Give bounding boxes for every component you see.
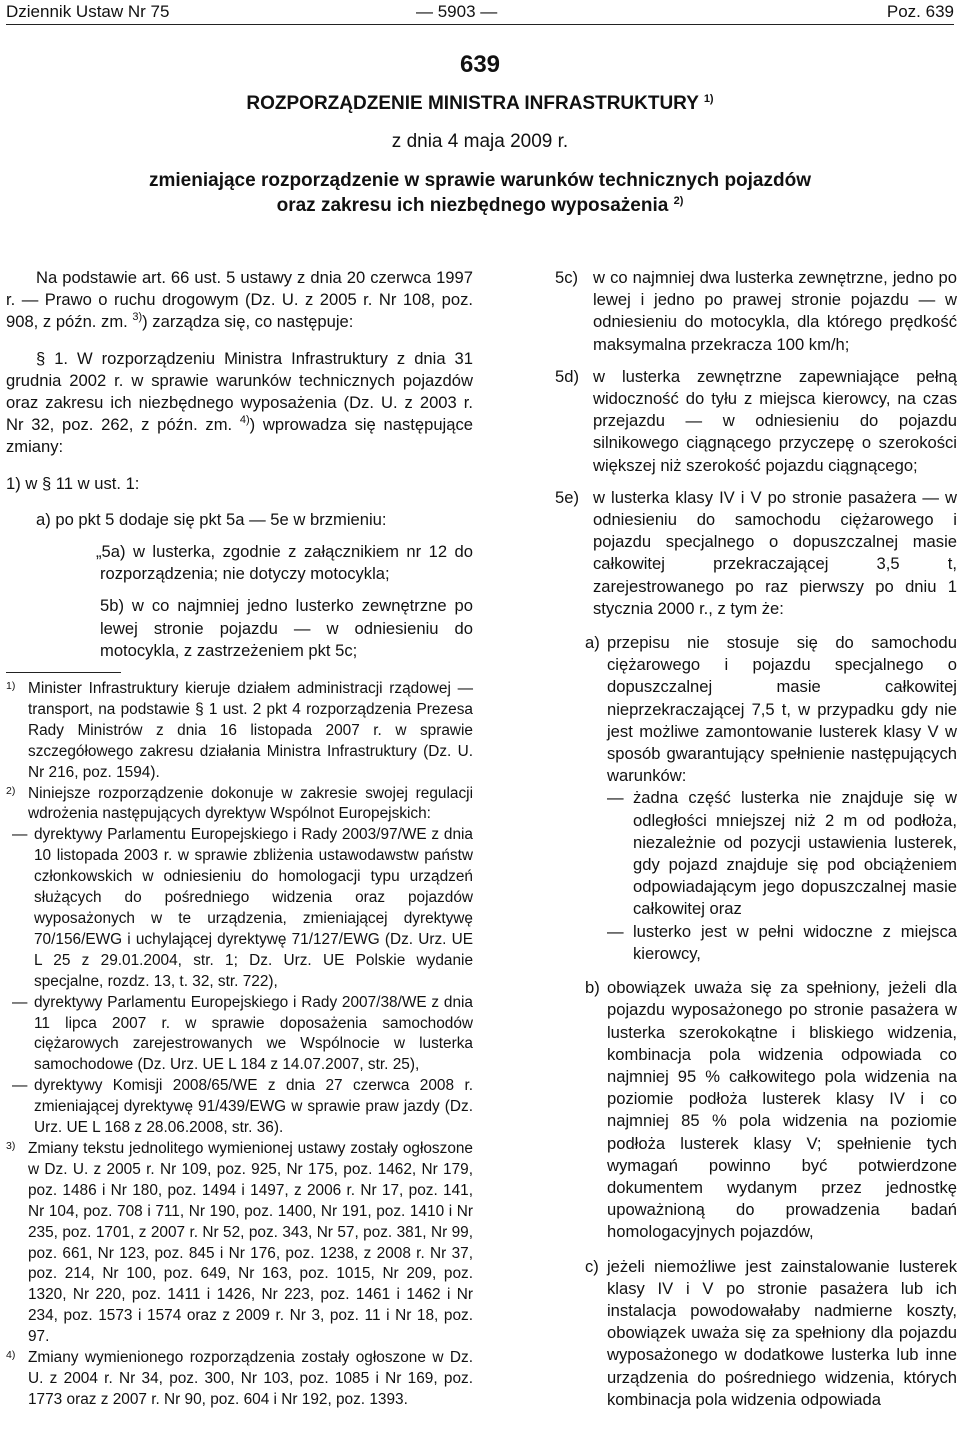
act-subject-line: zmieniające rozporządzenie w sprawie warunków technicznych pojazdów (149, 170, 811, 191)
header-rule (6, 24, 954, 25)
subpoint-a (555, 632, 957, 787)
dash-text: lusterko jest w pełni widoczne z miejsca kierowcy, (633, 921, 957, 963)
subpoint-text: jeżeli niemożliwe jest zainstalowanie lusterek klasy IV i V po stronie pasażera lub ich instalacja powodowałaby nadmierne koszty, obowiązek uważa się za spełniony dla pojazdu wyposażonego w dodatkowe lusterka lub inne urządzenia do pośredniego widzenia, których kombinacja pola widzenia odpowiada (607, 1256, 957, 1409)
footnote-marker: 2) (6, 784, 16, 797)
footnote-1 (6, 679, 473, 784)
section-1 (6, 348, 473, 459)
footnote-ref: 1) (703, 93, 714, 105)
point-5b: 5b) w co najmniej jedno lusterko zewnętrzne po lewej stronie pojazdu — w odniesieniu do motocykla, z zastrzeżeniem pkt 5c; (100, 596, 473, 660)
preamble-text-end: ) zarządza się, co następuje: (142, 312, 354, 332)
point-5e (555, 487, 957, 620)
subpoint-label: b) (585, 978, 600, 998)
point-5c (555, 267, 957, 356)
point-text: w lusterka klasy IV i V po stronie pasażera — w odniesieniu do samochodu ciężarowego i pojazdu specjalnego o dopuszczalnej masie całkowitej przekraczającej 3,5 t, zarejestrowanego po raz pierwszy po dniu 1 stycznia 2000 r., z tym że: (593, 487, 957, 618)
dash-mark: — (607, 788, 624, 808)
point-label: 5c) (555, 268, 579, 287)
subpoint-a-dash (555, 921, 957, 965)
footnote-ref: 3) (132, 311, 143, 324)
dash-text: żadna część lusterka nie znajduje się w odległości mniejszej niż 2 m od podłoża, niezależnie od pozycji ustawienia lusterek, gdy pojazd znajduje się pod obciążeniem odpowiadającym jego dopuszczalnej masie całkowitej oraz (633, 788, 957, 919)
item-a: a) po pkt 5 dodaje się pkt 5a — 5e w brzmieniu: (36, 509, 387, 529)
subpoint-label: c) (585, 1256, 599, 1276)
page-header (6, 0, 954, 26)
act-title-text: ROZPORZĄDZENIE MINISTRA INFRASTRUKTURY (246, 93, 699, 114)
act-heading (0, 50, 960, 218)
dash-mark: — (12, 1077, 28, 1095)
footnote-text: Zmiany wymienionego rozporządzenia zostały ogłoszone w Dz. U. z 2004 r. Nr 34, poz. 300, Nr 103, poz. 1085 i Nr 169, poz. 1773 oraz z 2007 r. Nr 90, poz. 604 i Nr 192, poz. 1393. (28, 1349, 473, 1408)
footnote-4 (6, 1348, 473, 1411)
preamble (6, 267, 473, 334)
footnote-marker: 1) (6, 680, 16, 693)
footnote-marker: 4) (6, 1349, 16, 1362)
subpoint-label: a) (585, 633, 600, 653)
footnote-2-dash (6, 825, 473, 992)
left-column (6, 267, 473, 1411)
point-5a: „5a) w lusterka, zgodnie z załącznikiem nr 12 do rozporządzenia; nie dotyczy motocykla; (96, 542, 473, 584)
point-label: 5e) (555, 487, 579, 507)
footnote-marker: 3) (6, 1139, 16, 1152)
section-1-text: § 1. W rozporządzeniu Ministra Infrastruktury z dnia 31 grudnia 2002 r. w sprawie warunków technicznych pojazdów oraz zakresu ich niezbędnego wyposażenia (Dz. U. z 2003 r. Nr 32, poz. 262, z późn. zm. (6, 348, 473, 435)
footnote-text: dyrektywy Komisji 2008/65/WE z dnia 27 czerwca 2008 r. zmieniającej dyrektywę 91/439/EWG w sprawie praw jazdy (Dz. Urz. UE L 168 z 28.06.2008, str. 36). (34, 1077, 473, 1137)
act-subject-text: oraz zakresu ich niezbędnego wyposażenia (276, 195, 669, 216)
dash-mark: — (12, 993, 28, 1011)
act-date: z dnia 4 maja 2009 r. (391, 131, 569, 152)
page-number: — 5903 — (416, 2, 498, 21)
point-text: w co najmniej dwa lusterka zewnętrzne, jedno po lewej i jedno po prawej stronie pojazdu — w odniesieniu do motocykla, dla którego prędkość maksymalna przekracza 100 km/h; (593, 268, 957, 354)
dash-mark: — (12, 826, 28, 844)
footnote-3 (6, 1139, 473, 1348)
point-5d (555, 366, 957, 477)
act-subject (0, 168, 960, 218)
footnote-rule (6, 672, 121, 673)
footnote-ref: 2) (673, 195, 684, 207)
subpoint-text: przepisu nie stosuje się do samochodu ciężarowego i pojazdu specjalnego o dopuszczalnej masie całkowitej nieprzekraczającej 7,5 t, w przypadku gdy nie jest możliwe zamontowanie lusterek klasy V w sposób gwarantujący spełnienie następujących warunków: (607, 633, 957, 786)
point-text: w lusterka zewnętrzne zapewniające pełną widoczność do tyłu z miejsca kierowcy, na czas przejazdu — w odniesieniu do pojazdu silnikowego ciągnącego przyczepę o szerokości większej niż szerokość pojazdu ciągnącego; (593, 366, 957, 475)
act-number: 639 (459, 51, 501, 78)
footnote-text: dyrektywy Parlamentu Europejskiego i Rady 2003/97/WE z dnia 10 listopada 2003 r. w sprawie zbliżenia ustawodawstw państw członkowskich w odniesieniu do homologacji typu urządzeń służących do pośredniego widzenia oraz pojazdów wyposażonych w te urządzenia, zmieniającej dyrektywę 70/156/EWG i uchylającej dyrektywę 71/127/EWG (Dz. Urz. UE L 25 z 29.01.2004, str. 1; Dz. Urz. UE Polskie wydanie specjalne, rozdz. 13, t. 32, str. 722), (34, 826, 473, 990)
dash-mark: — (607, 921, 624, 941)
section-1-text-end: ) wprowadza się następujące zmiany: (6, 415, 473, 457)
preamble-text: Na podstawie art. 66 ust. 5 ustawy z dnia 20 czerwca 1997 r. — Prawo o ruchu drogowym (Dz. U. z 2005 r. Nr 108, poz. 908, z późn. zm. (6, 268, 473, 332)
subpoint-text: obowiązek uważa się za spełniony, jeżeli dla pojazdu wyposażonego po stronie pasażera w lusterka szerokokątne i bliskiego widzenia, kombinacja pola widzenia odpowiada co najmniej 95 % całkowitego pola widzenia na poziomie podłoża lusterek klasy IV i co najmniej 85 % pola widzenia na poziomie podłoża lusterek klasy V; spełnienie tych wymagań powinno być potwierdzone dokumentem wydanym przez jednostkę upoważnioną do prowadzenia badań homologacyjnych pojazdów, (607, 978, 957, 1242)
point-label: 5d) (555, 366, 579, 386)
footnote-ref: 4) (239, 414, 250, 427)
position-number: Poz. 639 (886, 2, 954, 21)
act-subject-line (0, 193, 960, 218)
footnote-text: Zmiany tekstu jednolitego wymienionej ustawy zostały ogłoszone w Dz. U. z 2005 r. Nr 109, poz. 925, Nr 175, poz. 1462, Nr 179, poz. 1486 i Nr 180, poz. 1494 i 1497, z 2006 r. Nr 17, poz. 141, Nr 104, poz. 708 i 711, Nr 190, poz. 1400, Nr 191, poz. 1410 i Nr 235, poz. 1701, z 2007 r. Nr 52, poz. 343, Nr 57, poz. 381, Nr 99, poz. 661, Nr 123, poz. 845 i Nr 176, poz. 1238, z 2008 r. Nr 37, poz. 214, Nr 100, poz. 649, Nr 163, poz. 1015, Nr 209, poz. 1320, Nr 220, poz. 1411 i 1426, Nr 223, poz. 1461 i 1462 i Nr 234, poz. 1573 i 1574 oraz z 2009 r. Nr 3, poz. 11 i Nr 18, poz. 97. (28, 1139, 473, 1346)
footnote-text: Niniejsze rozporządzenie dokonuje w zakresie swojej regulacji wdrożenia następujących dyrektyw Wspólnot Europejskich: (28, 784, 473, 823)
footnote-2-dash (6, 1076, 473, 1139)
footnote-text: dyrektywy Parlamentu Europejskiego i Rady 2007/38/WE z dnia 11 lipca 2007 r. w sprawie doposażenia samochodów ciężarowych zarejestrowanych we Wspólnocie w lusterka samochodowe (Dz. Urz. UE L 184 z 14.07.2007, str. 25), (34, 993, 473, 1074)
footnote-2-dash (6, 993, 473, 1077)
subpoint-c (555, 1256, 957, 1411)
subpoint-b (555, 977, 957, 1243)
act-title (0, 92, 960, 116)
right-column (555, 267, 957, 1411)
subpoint-a-dash (555, 787, 957, 920)
footnote-2 (6, 784, 473, 826)
footnote-text: Minister Infrastruktury kieruje działem administracji rządowej — transport, na podstawie § 1 ust. 2 pkt 4 rozporządzenia Prezesa Rady Ministrów z dnia 16 listopada 2007 r. w sprawie szczegółowego zakresu działania Ministra Infrastruktury (Dz. U. Nr 216, poz. 1594). (28, 680, 473, 781)
item-1: 1) w § 11 w ust. 1: (6, 473, 140, 493)
journal-name: Dziennik Ustaw Nr 75 (6, 2, 170, 21)
